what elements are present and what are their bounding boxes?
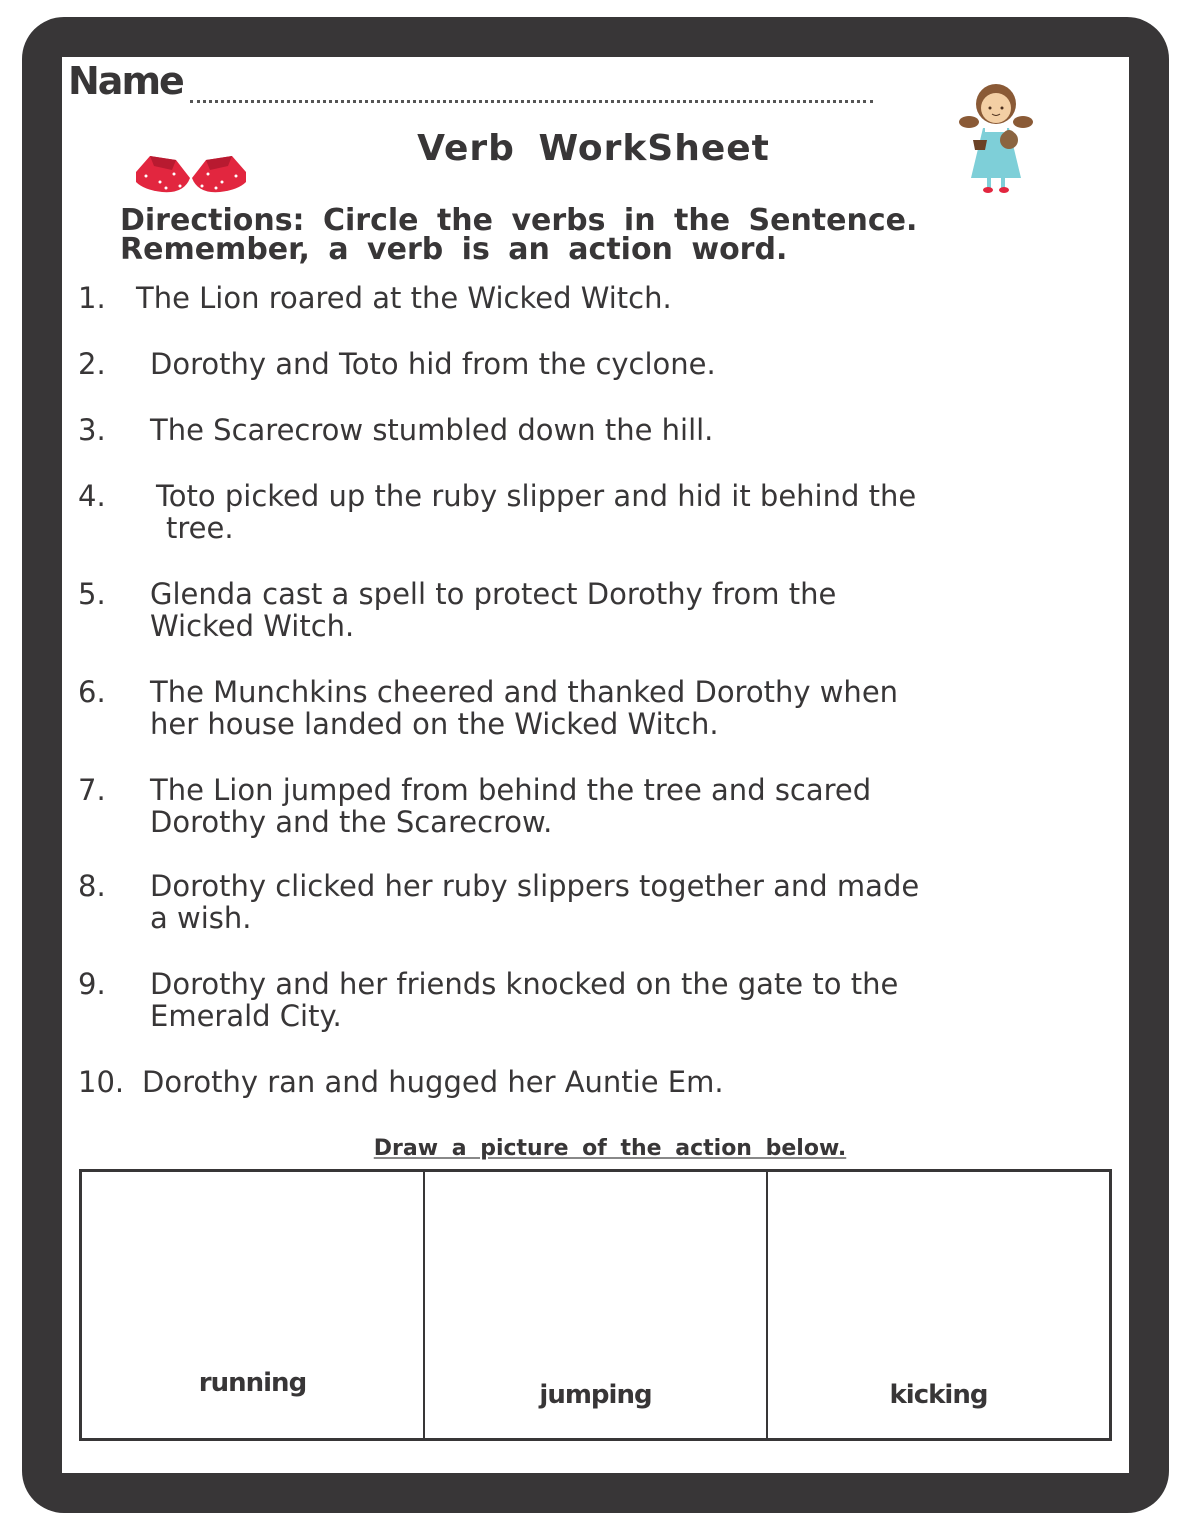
question-number: 7.	[78, 773, 106, 807]
question-number: 3.	[78, 413, 106, 447]
question-number: 6.	[78, 675, 106, 709]
drawing-instructions: Draw a picture of the action below.	[373, 1136, 847, 1161]
question-text-continued[interactable]: a wish.	[150, 901, 252, 935]
drawing-box-jumping[interactable]	[425, 1172, 768, 1438]
action-label: kicking	[889, 1380, 988, 1410]
question-text-continued[interactable]: Dorothy and the Scarecrow.	[150, 805, 553, 839]
question-number: 8.	[78, 869, 106, 903]
question-text[interactable]: The Lion roared at the Wicked Witch.	[136, 281, 672, 315]
name-input-line[interactable]	[190, 100, 873, 103]
question-number: 1.	[78, 281, 106, 315]
drawing-box-kicking[interactable]	[768, 1172, 1109, 1438]
question-number: 4.	[78, 479, 106, 513]
question-number: 5.	[78, 577, 106, 611]
question-text-continued[interactable]: Emerald City.	[150, 999, 342, 1033]
question-number: 2.	[78, 347, 106, 381]
ruby-slippers-icon	[132, 150, 250, 196]
question-text[interactable]: Glenda cast a spell to protect Dorothy from the	[150, 577, 837, 611]
question-text[interactable]: Dorothy ran and hugged her Auntie Em.	[142, 1065, 724, 1099]
question-text-continued[interactable]: Wicked Witch.	[150, 609, 355, 643]
question-text[interactable]: Toto picked up the ruby slipper and hid it behind the	[156, 479, 917, 513]
question-number: 10.	[78, 1065, 125, 1099]
question-text-continued[interactable]: tree.	[166, 511, 234, 545]
question-text-continued[interactable]: her house landed on the Wicked Witch.	[150, 707, 719, 741]
action-label: jumping	[539, 1380, 652, 1410]
action-label: running	[198, 1368, 307, 1398]
drawing-grid	[79, 1169, 1112, 1441]
directions-line-2: Remember, a verb is an action word.	[120, 232, 788, 267]
question-text[interactable]: Dorothy and her friends knocked on the gate to the	[150, 967, 899, 1001]
directions-text	[120, 203, 918, 267]
question-text[interactable]: The Munchkins cheered and thanked Dorothy when	[150, 675, 899, 709]
question-text[interactable]: Dorothy clicked her ruby slippers together and made	[150, 869, 920, 903]
dorothy-with-toto-icon	[955, 78, 1037, 196]
name-label: Name	[68, 59, 183, 103]
worksheet-title: Verb WorkSheet	[417, 128, 770, 169]
drawing-box-running[interactable]	[82, 1172, 425, 1438]
directions-line-1: Directions: Circle the verbs in the Sentence.	[120, 203, 918, 238]
question-text[interactable]: Dorothy and Toto hid from the cyclone.	[150, 347, 716, 381]
question-text[interactable]: The Lion jumped from behind the tree and scared	[150, 773, 872, 807]
question-number: 9.	[78, 967, 106, 1001]
question-text[interactable]: The Scarecrow stumbled down the hill.	[150, 413, 714, 447]
